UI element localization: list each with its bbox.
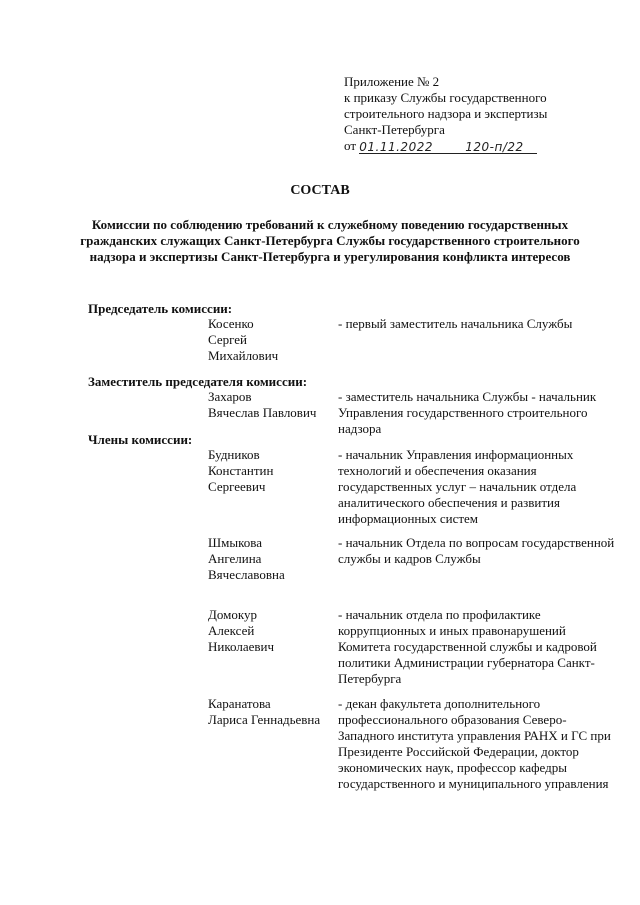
chair-heading: Председатель комиссии: xyxy=(88,301,233,316)
member-3-first-name: Алексей xyxy=(208,623,255,638)
members-heading: Члены комиссии: xyxy=(88,432,193,447)
from-label: от xyxy=(344,138,357,153)
member-4-name xyxy=(208,696,333,728)
member-2-name xyxy=(208,535,333,583)
member-2-first-name: Ангелина xyxy=(208,551,262,566)
member-1-position: - начальник Управления информационных технологий и обеспечения оказания государственных услуг – начальник отдела аналитического обеспечения и развития информационных систем xyxy=(338,447,577,526)
number-underline xyxy=(465,139,537,154)
member-3-surname: Домокур xyxy=(208,607,257,622)
member-4-full-name: Лариса Геннадьевна xyxy=(208,712,321,727)
deputy-position: - заместитель начальника Службы - начальник Управления государственного строительного надзора xyxy=(338,389,597,436)
chair-position: - первый заместитель начальника Службы xyxy=(338,316,573,331)
annex-line-3: строительного надзора и экспертизы xyxy=(344,106,548,121)
member-4-position: - декан факультета дополнительного профессионального образования Северо-Западного института управления РАНХ и ГС при Президенте Российской Федерации, доктор экономических наук, профессор кафедры государственного и муниципального управления xyxy=(338,696,611,791)
annex-block xyxy=(344,74,584,154)
member-3-name xyxy=(208,607,333,655)
member-2-surname: Шмыкова xyxy=(208,535,262,550)
member-1-patronymic: Сергеевич xyxy=(208,479,266,494)
annex-line-2: к приказу Службы государственного xyxy=(344,90,547,105)
chair-first-name: Сергей xyxy=(208,332,247,347)
member-2-patronymic: Вячеславовна xyxy=(208,567,285,582)
member-2-position: - начальник Отдела по вопросам государственной службы и кадров Службы xyxy=(338,535,615,566)
chair-name xyxy=(208,316,333,364)
document-title: СОСТАВ xyxy=(290,183,350,198)
handwritten-number: 120-п/22 xyxy=(465,140,524,154)
underline-gap xyxy=(445,139,465,154)
chair-patronymic: Михайлович xyxy=(208,348,279,363)
deputy-full-name: Вячеслав Павлович xyxy=(208,405,317,420)
chair-surname: Косенко xyxy=(208,316,254,331)
annex-date-line xyxy=(344,138,584,154)
document-subtitle: Комиссии по соблюдению требований к служебному поведению государственных гражданских служащих Санкт-Петербурга Службы государственного строительного надзора и экспертизы Санкт-Петербурга и урегулирования конфликта интересов xyxy=(80,217,580,264)
member-1-surname: Будников xyxy=(208,447,260,462)
annex-line-1: Приложение № 2 xyxy=(344,74,440,89)
member-4-surname: Каранатова xyxy=(208,696,271,711)
member-1-first-name: Константин xyxy=(208,463,274,478)
deputy-heading: Заместитель председателя комиссии: xyxy=(88,374,308,389)
deputy-name xyxy=(208,389,333,421)
member-3-position: - начальник отдела по профилактике коррупционных и иных правонарушений Комитета государственной службы и кадровой политики Администрации губернатора Санкт-Петербурга xyxy=(338,607,597,686)
handwritten-date: 01.11.2022 xyxy=(359,140,433,154)
member-3-patronymic: Николаевич xyxy=(208,639,274,654)
annex-line-4: Санкт-Петербурга xyxy=(344,122,445,137)
member-1-name xyxy=(208,447,333,495)
deputy-surname: Захаров xyxy=(208,389,252,404)
date-underline xyxy=(359,139,445,154)
